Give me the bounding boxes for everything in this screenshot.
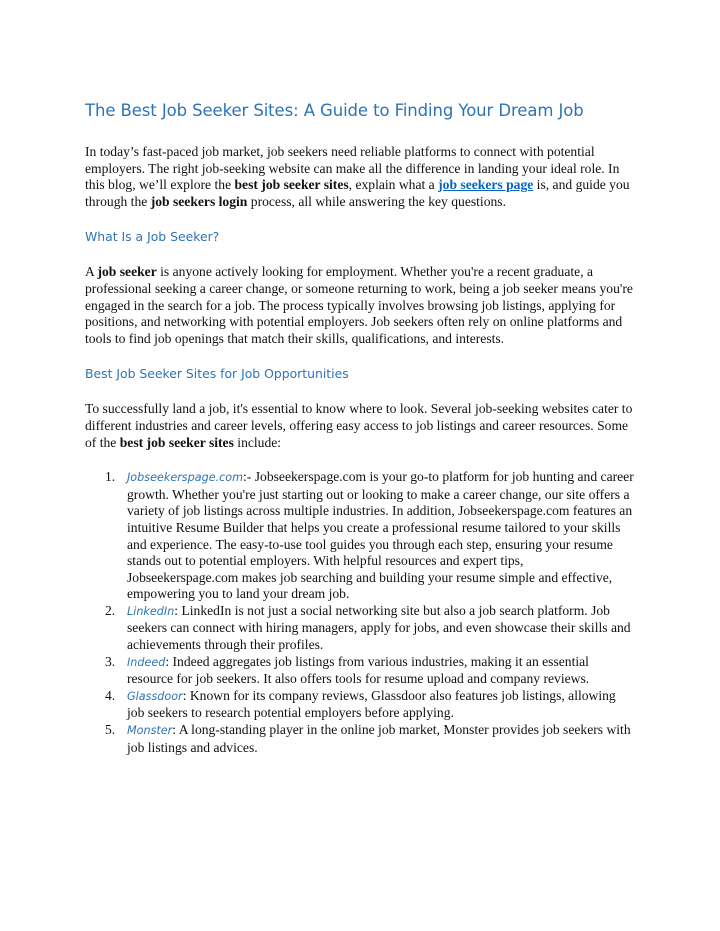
list-item-text: : LinkedIn is not just a social networking site but also a job search platform. Job seekers can connect with hiring managers, apply for jobs, and even showcase their skills and achievements through their profiles. xyxy=(127,602,631,653)
document-content xyxy=(85,100,635,756)
list-number: 1. xyxy=(105,469,116,485)
site-name-glassdoor: Glassdoor xyxy=(127,689,183,703)
paragraph-text: include: xyxy=(233,434,282,450)
list-item-text: : A long-standing player in the online job market, Monster provides job seekers with job listings and advices. xyxy=(127,722,631,755)
section-heading-best-sites: Best Job Seeker Sites for Job Opportunities xyxy=(85,366,349,382)
list-item xyxy=(85,654,635,688)
site-name-jobseekerspage: Jobseekerspage.com xyxy=(127,471,244,485)
intro-text: In today’s fast-paced job market, job seekers need reliable platforms to connect with potential employers. The right job-seeking website can make all the difference in landing your ideal role. In this blog, we’ll explore the xyxy=(85,144,620,193)
paragraph-text: To successfully land a job, it's essential to know where to look. Several job-seeking websites cater to different industries and career levels, offering easy access to job listings and career resources. Some of the xyxy=(85,401,633,450)
paragraph-text: A xyxy=(85,264,98,280)
list-item-text: : Known for its company reviews, Glassdoor also features job listings, allowing job seekers to research potential employers before applying. xyxy=(127,687,616,721)
list-item xyxy=(85,603,635,654)
bold-best-sites: best job seeker sites xyxy=(119,434,234,450)
page-title: The Best Job Seeker Sites: A Guide to Finding Your Dream Job xyxy=(85,101,584,120)
site-name-monster: Monster xyxy=(127,724,173,738)
bold-job-seeker: job seeker xyxy=(97,264,157,280)
intro-bold-best-sites: best job seeker sites xyxy=(234,177,349,193)
list-item-text: : Indeed aggregates job listings from various industries, making it an essential resource for job seekers. It also offers tools for resume upload and company reviews. xyxy=(127,653,590,687)
intro-text: process, all while answering the key questions. xyxy=(247,193,506,209)
what-is-paragraph xyxy=(85,264,635,347)
intro-bold-login: job seekers login xyxy=(150,193,248,209)
intro-paragraph xyxy=(85,144,635,210)
site-name-indeed: Indeed xyxy=(127,655,166,669)
best-sites-paragraph xyxy=(85,401,635,451)
intro-text: is, and guide you through the xyxy=(85,177,630,209)
job-seekers-page-link[interactable]: job seekers page xyxy=(438,177,534,193)
list-item xyxy=(85,688,635,722)
list-item-text: :- Jobseekerspage.com is your go-to platform for job hunting and career growth. Whether you're just starting out or looking to make a career change, our site offers a variety of job listings across multiple industries. In addition, Jobseekerspage.com features an intuitive Resume Builder that helps you create a professional resume tailored to your skills and experience. The easy-to-use tool guides you through each step, ensuring your resume stands out to potential employers. With helpful resources and expert tips, Jobseekerspage.com makes job searching and building your resume simple and effective, empowering you to land your dream job. xyxy=(127,469,634,602)
list-item xyxy=(85,469,635,603)
list-number: 2. xyxy=(105,602,116,618)
list-number: 4. xyxy=(105,687,116,703)
paragraph-text: is anyone actively looking for employment. Whether you're a recent graduate, a professional seeking a career change, or someone returning to work, being a job seeker means you're engaged in the search for a job. The process typically involves browsing job listings, applying for positions, and networking with potential employers. Job seekers often rely on online platforms and tools to find job openings that match their skills, qualifications, and interests. xyxy=(85,264,633,346)
sites-list xyxy=(85,469,635,756)
list-number: 5. xyxy=(105,722,116,738)
list-item xyxy=(85,722,635,756)
site-name-linkedin: LinkedIn xyxy=(127,604,175,618)
list-number: 3. xyxy=(105,653,116,669)
section-heading-what-is: What Is a Job Seeker? xyxy=(85,229,220,245)
intro-text: , explain what a xyxy=(348,177,439,193)
